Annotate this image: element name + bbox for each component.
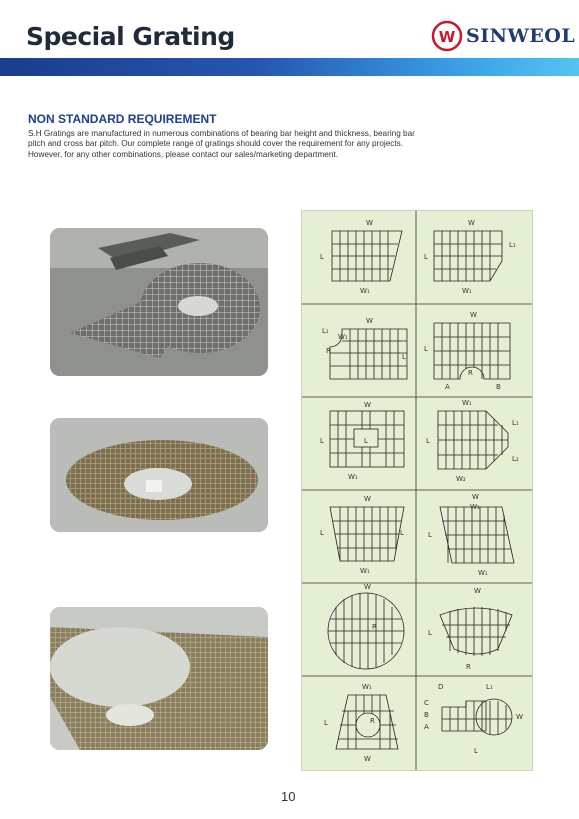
dimension-label: W xyxy=(364,401,371,409)
dimension-label: L xyxy=(424,345,428,353)
dimension-label: W xyxy=(472,493,479,501)
dimension-label: L xyxy=(402,353,406,361)
dimension-label: W₁ xyxy=(362,683,372,691)
page-header xyxy=(0,0,579,58)
dimension-label: L xyxy=(320,529,324,537)
dimension-label: L xyxy=(320,253,324,261)
paragraph-line: pitch and cross bar pitch. Our complete range of gratings should cover the requirement for any projects. xyxy=(28,139,403,149)
header-band xyxy=(0,58,579,76)
dimension-label: W xyxy=(516,713,523,721)
dimension-label: W xyxy=(364,495,371,503)
dimension-label: W₁ xyxy=(462,399,472,407)
brand-logo xyxy=(430,20,576,54)
dimension-label: W xyxy=(366,317,373,325)
brand-name: SINWEOL xyxy=(466,25,576,47)
dimension-label: W xyxy=(468,219,475,227)
grating-photo-2 xyxy=(50,418,268,532)
dimension-label: W₁ xyxy=(470,503,480,511)
page-title: Special Grating xyxy=(26,22,235,51)
dimension-label: L xyxy=(474,747,478,755)
dimension-label: W xyxy=(364,755,371,763)
dimension-label: C xyxy=(424,699,429,707)
dimension-label: L xyxy=(424,253,428,261)
paragraph-line: S.H Gratings are manufactured in numerous combinations of bearing bar height and thickness, bearing bar xyxy=(28,129,415,138)
dimension-label: D xyxy=(438,683,444,691)
dimension-label: L₁ xyxy=(509,241,516,249)
dimension-label: L xyxy=(364,437,368,445)
dimension-label: W₁ xyxy=(360,567,370,575)
logo-letter: W xyxy=(438,28,456,46)
section-heading: NON STANDARD REQUIREMENT xyxy=(28,112,217,126)
dimension-label: L xyxy=(320,437,324,445)
diagram-angled-edge xyxy=(332,231,402,281)
dimension-label: W₁ xyxy=(360,287,370,295)
dimension-label: A xyxy=(445,383,450,391)
dimension-label: A xyxy=(424,723,429,731)
dimension-label: R xyxy=(468,369,473,377)
dimension-label: W₁ xyxy=(478,569,488,577)
dimension-label: L xyxy=(426,437,430,445)
dimension-label: L xyxy=(428,629,432,637)
dimension-label: W xyxy=(474,587,481,595)
dimension-label: W xyxy=(470,311,477,319)
dimension-label: L₁ xyxy=(322,327,329,335)
dimension-label: L xyxy=(400,529,404,537)
dimension-label: L xyxy=(428,531,432,539)
dimension-label: L xyxy=(324,719,328,727)
grating-photo-3 xyxy=(50,607,268,750)
brand-logo-icon xyxy=(430,20,464,54)
shape-diagrams-panel xyxy=(301,210,533,771)
dimension-label: L₁ xyxy=(512,419,519,427)
dimension-label: R xyxy=(326,347,331,355)
dimension-label: R xyxy=(370,717,375,725)
dimension-label: L₁ xyxy=(486,683,493,691)
intro-paragraph xyxy=(28,129,528,160)
dimension-label: W₁ xyxy=(338,333,348,341)
dimension-label: R xyxy=(466,663,471,671)
dimension-label: B xyxy=(496,383,501,391)
dimension-label: W xyxy=(366,219,373,227)
dimension-label: B xyxy=(424,711,429,719)
dimension-label: W xyxy=(364,583,371,591)
page-number: 10 xyxy=(281,789,296,804)
paragraph-line: However, for any other combinations, please contact our sales/marketing department. xyxy=(28,149,338,159)
dimension-label: W₂ xyxy=(456,475,466,483)
dimension-label: L₂ xyxy=(512,455,519,463)
dimension-label: W₁ xyxy=(348,473,358,481)
grating-photo-1 xyxy=(50,228,268,376)
dimension-label: W₁ xyxy=(462,287,472,295)
dimension-label: R xyxy=(372,623,377,631)
